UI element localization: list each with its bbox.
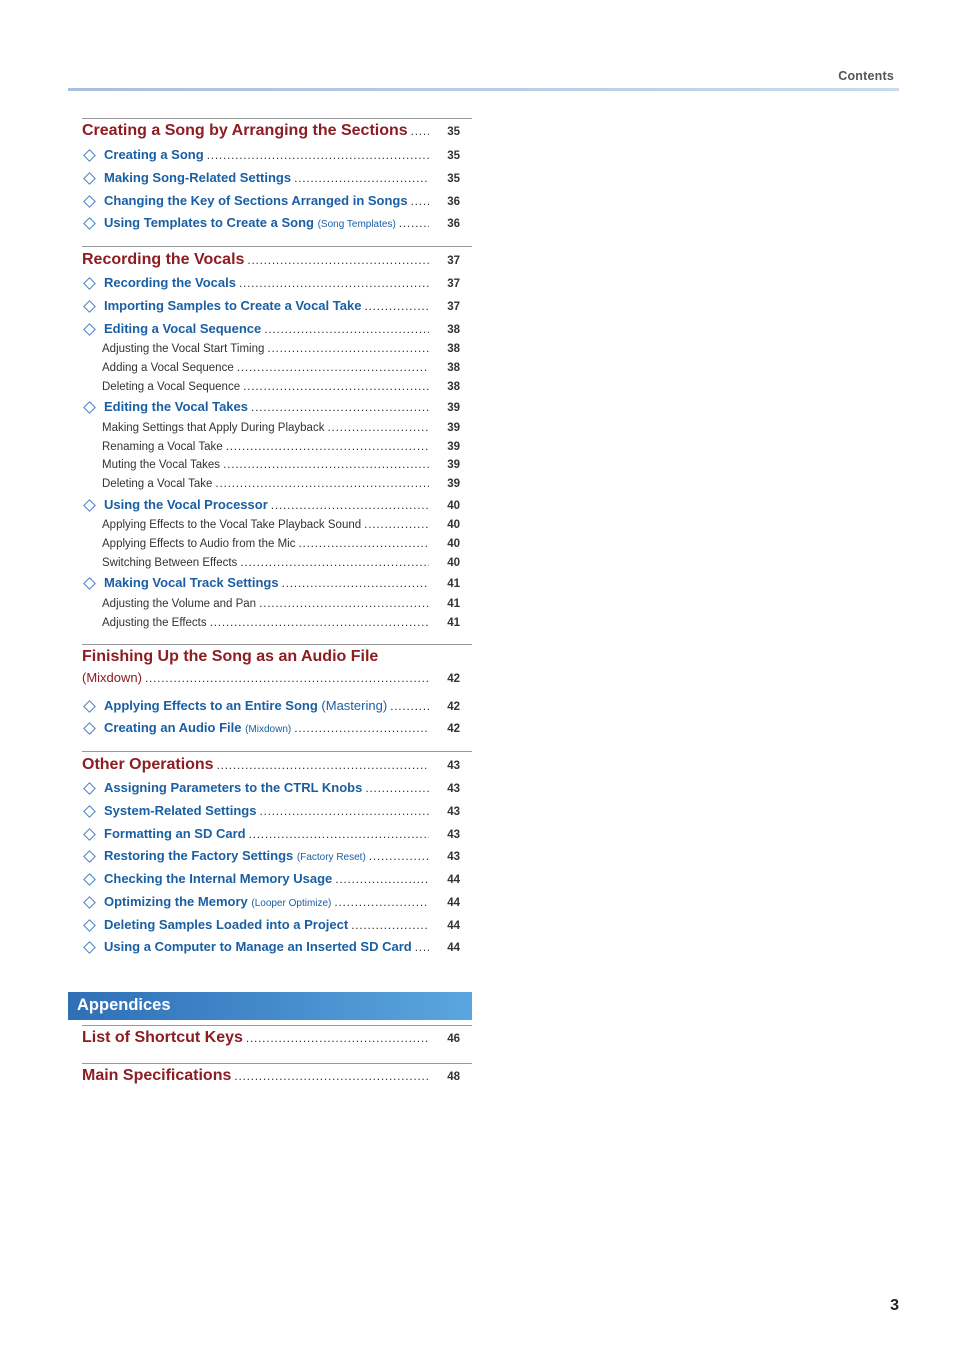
item-label: Using the Vocal Processor (104, 497, 268, 512)
subitem-label: Renaming a Vocal Take (102, 441, 223, 453)
leader-dots (282, 576, 429, 590)
page-ref: 39 (447, 402, 460, 414)
leader-dots (365, 781, 429, 795)
leader-dots (334, 895, 429, 909)
leader-dots (327, 420, 429, 434)
page-ref: 40 (447, 500, 460, 512)
page-ref: 43 (447, 783, 460, 795)
page-ref: 39 (447, 422, 460, 434)
diamond-bullet-icon (83, 401, 96, 414)
toc-subitem[interactable] (82, 341, 460, 355)
leader-dots (399, 216, 429, 230)
header-label: Contents (838, 69, 894, 83)
item-label: Changing the Key of Sections Arranged in Songs (104, 193, 408, 208)
toc-subitem[interactable] (82, 555, 460, 569)
toc-item[interactable] (82, 826, 460, 841)
toc-item[interactable] (82, 848, 460, 863)
page-ref: 43 (447, 829, 460, 841)
page-ref: 44 (447, 874, 460, 886)
toc-item[interactable] (82, 939, 460, 954)
appendices-title: Appendices (77, 996, 171, 1014)
subitem-label: Making Settings that Apply During Playback (102, 422, 325, 434)
toc-subitem[interactable] (82, 596, 460, 610)
leader-dots (240, 555, 429, 569)
leader-dots (234, 1069, 429, 1083)
leader-dots (239, 276, 429, 290)
toc-item[interactable] (82, 871, 460, 886)
toc-item[interactable] (82, 193, 460, 208)
subitem-label: Deleting a Vocal Take (102, 478, 213, 490)
leader-dots (298, 536, 429, 550)
subitem-label: Deleting a Vocal Sequence (102, 381, 241, 393)
leader-dots (271, 498, 429, 512)
leader-dots (390, 699, 429, 713)
diamond-bullet-icon (83, 850, 96, 863)
page-ref: 38 (447, 381, 460, 393)
item-label: System-Related Settings (104, 803, 257, 818)
subitem-label: Applying Effects to the Vocal Take Playback Sound (102, 519, 362, 531)
toc-item[interactable] (82, 497, 460, 512)
toc-item[interactable] (82, 298, 460, 313)
toc-section-other-operations[interactable] (82, 756, 460, 774)
diamond-bullet-icon (83, 700, 96, 713)
diamond-bullet-icon (83, 217, 96, 230)
leader-dots (411, 194, 429, 208)
section-divider (82, 644, 472, 645)
leader-dots (215, 476, 429, 490)
page-ref: 40 (447, 519, 460, 531)
subitem-label: Adding a Vocal Sequence (102, 362, 234, 374)
diamond-bullet-icon (83, 277, 96, 290)
leader-dots (207, 148, 429, 162)
page-ref: 46 (447, 1033, 460, 1045)
toc-item[interactable] (82, 321, 460, 336)
toc-item[interactable] (82, 170, 460, 185)
toc-subitem[interactable] (82, 517, 460, 531)
subitem-label: Adjusting the Effects (102, 617, 207, 629)
toc-subitem[interactable] (82, 457, 460, 471)
section-divider (82, 1025, 472, 1026)
leader-dots (415, 940, 429, 954)
item-label: Recording the Vocals (104, 275, 236, 290)
section-divider (82, 1063, 472, 1064)
item-label: Making Song-Related Settings (104, 170, 292, 185)
page-ref: 35 (447, 126, 460, 138)
item-suffix: (Mixdown) (245, 724, 292, 735)
item-label: Deleting Samples Loaded into a Project (104, 917, 349, 932)
toc-subitem[interactable] (82, 615, 460, 629)
toc-subitem[interactable] (82, 420, 460, 434)
page-ref: 41 (447, 578, 460, 590)
leader-dots (411, 124, 429, 138)
diamond-bullet-icon (83, 782, 96, 795)
page-ref: 39 (447, 478, 460, 490)
leader-dots (351, 918, 429, 932)
page-ref: 36 (447, 196, 460, 208)
page-ref: 44 (447, 897, 460, 909)
item-label: Creating an Audio File (104, 720, 242, 735)
leader-dots (210, 615, 429, 629)
toc-subitem[interactable] (82, 476, 460, 490)
page-ref: 41 (447, 617, 460, 629)
leader-dots (294, 171, 429, 185)
diamond-bullet-icon (83, 805, 96, 818)
item-label: Using a Computer to Manage an Inserted SD Card (104, 939, 412, 954)
toc-item[interactable] (82, 720, 460, 735)
page-ref: 44 (447, 920, 460, 932)
subitem-label: Adjusting the Vocal Start Timing (102, 343, 265, 355)
subitem-label: Switching Between Effects (102, 557, 238, 569)
appendices-header-bar (68, 992, 472, 1020)
subitem-label: Applying Effects to Audio from the Mic (102, 538, 296, 550)
page-ref: 37 (447, 278, 460, 290)
section-divider (82, 246, 472, 247)
diamond-bullet-icon (83, 577, 96, 590)
diamond-bullet-icon (83, 172, 96, 185)
page-ref: 48 (447, 1071, 460, 1083)
toc-subitem[interactable] (82, 536, 460, 550)
page-number: 3 (890, 1297, 899, 1314)
toc-item[interactable] (82, 803, 460, 818)
diamond-bullet-icon (83, 828, 96, 841)
leader-dots (237, 360, 429, 374)
toc-item[interactable] (82, 698, 460, 713)
toc-item[interactable] (82, 575, 460, 590)
item-label: Creating a Song (104, 147, 204, 162)
section-title: Creating a Song by Arranging the Sections (82, 122, 408, 139)
leader-dots (335, 872, 429, 886)
section-title: List of Shortcut Keys (82, 1029, 243, 1046)
item-label: Making Vocal Track Settings (104, 575, 279, 590)
leader-dots (369, 849, 429, 863)
toc-item[interactable] (82, 147, 460, 162)
page-ref: 43 (447, 760, 460, 772)
diamond-bullet-icon (83, 919, 96, 932)
section-title: Other Operations (82, 756, 214, 773)
item-label: Restoring the Factory Settings (104, 848, 294, 863)
item-suffix: (Factory Reset) (296, 852, 366, 863)
toc-item[interactable] (82, 917, 460, 932)
toc-item[interactable] (82, 275, 460, 290)
header-rule (68, 88, 899, 91)
page-ref: 39 (447, 459, 460, 471)
toc-subitem[interactable] (82, 439, 460, 453)
item-label: Assigning Parameters to the CTRL Knobs (104, 780, 363, 795)
leader-dots (259, 596, 429, 610)
toc-subitem[interactable] (82, 360, 460, 374)
page-ref: 42 (447, 701, 460, 713)
item-label: Checking the Internal Memory Usage (104, 871, 333, 886)
section-divider (82, 118, 472, 119)
page-ref: 40 (447, 557, 460, 569)
item-suffix: (Song Templates) (317, 219, 396, 230)
item-suffix: (Looper Optimize) (251, 898, 332, 909)
diamond-bullet-icon (83, 896, 96, 909)
leader-dots (264, 322, 429, 336)
section-title: Recording the Vocals (82, 251, 245, 268)
toc-section-main-specifications[interactable] (82, 1067, 460, 1085)
leader-dots (247, 253, 429, 267)
section-title: Main Specifications (82, 1067, 232, 1084)
leader-dots (364, 517, 429, 531)
leader-dots (217, 758, 429, 772)
page-ref: 40 (447, 538, 460, 550)
diamond-bullet-icon (83, 195, 96, 208)
item-label: Using Templates to Create a Song (104, 215, 314, 230)
page-ref: 44 (447, 942, 460, 954)
toc-item[interactable] (82, 894, 460, 909)
item-label: Applying Effects to an Entire Song (104, 698, 318, 713)
page-ref: 42 (447, 673, 460, 685)
leader-dots (267, 341, 429, 355)
leader-dots (223, 457, 429, 471)
item-label: Editing the Vocal Takes (104, 399, 248, 414)
diamond-bullet-icon (83, 873, 96, 886)
diamond-bullet-icon (83, 300, 96, 313)
item-label: Optimizing the Memory (104, 894, 248, 909)
toc-section-shortcut-keys[interactable] (82, 1029, 460, 1047)
diamond-bullet-icon (83, 499, 96, 512)
toc-item[interactable] (82, 399, 460, 414)
toc-item[interactable] (82, 780, 460, 795)
page-ref: 35 (447, 173, 460, 185)
page-ref: 43 (447, 806, 460, 818)
diamond-bullet-icon (83, 149, 96, 162)
leader-dots (243, 379, 429, 393)
page-ref: 38 (447, 343, 460, 355)
leader-dots (364, 299, 429, 313)
leader-dots (226, 439, 429, 453)
page-ref: 35 (447, 150, 460, 162)
toc-item[interactable] (82, 215, 460, 230)
leader-dots (246, 1031, 429, 1045)
page-ref: 37 (447, 301, 460, 313)
toc-subitem[interactable] (82, 379, 460, 393)
diamond-bullet-icon (83, 323, 96, 336)
leader-dots (249, 827, 429, 841)
page-ref: 42 (447, 723, 460, 735)
leader-dots (145, 671, 429, 685)
leader-dots (259, 804, 429, 818)
page-ref: 38 (447, 324, 460, 336)
item-suffix: (Mastering) (321, 698, 388, 713)
page-ref: 39 (447, 441, 460, 453)
item-label: Editing a Vocal Sequence (104, 321, 262, 336)
section-title-mixdown[interactable]: Finishing Up the Song as an Audio File (82, 648, 379, 665)
leader-dots (294, 721, 429, 735)
page-ref: 36 (447, 218, 460, 230)
diamond-bullet-icon (83, 941, 96, 954)
page-ref: 37 (447, 255, 460, 267)
item-label: Importing Samples to Create a Vocal Take (104, 298, 362, 313)
section-title-continued: (Mixdown) (82, 670, 142, 685)
toc-section-recording-vocals[interactable] (82, 251, 460, 269)
leader-dots (251, 400, 429, 414)
section-divider (82, 751, 472, 752)
subitem-label: Adjusting the Volume and Pan (102, 598, 257, 610)
toc-section-mixdown[interactable] (82, 670, 460, 685)
page-ref: 38 (447, 362, 460, 374)
item-label: Formatting an SD Card (104, 826, 246, 841)
diamond-bullet-icon (83, 722, 96, 735)
page-ref: 41 (447, 598, 460, 610)
page-ref: 43 (447, 851, 460, 863)
toc-section-creating-song[interactable] (82, 122, 460, 140)
subitem-label: Muting the Vocal Takes (102, 459, 221, 471)
